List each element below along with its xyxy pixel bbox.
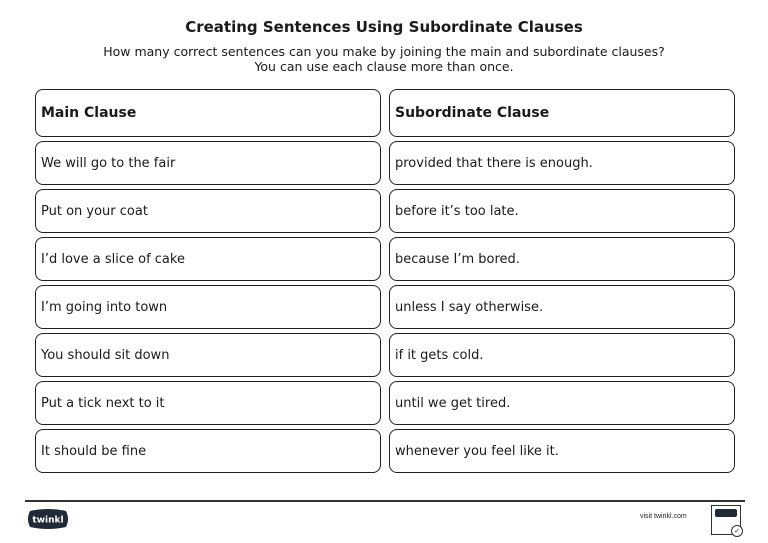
main-clause-cell: It should be fine: [35, 429, 381, 473]
clause-table: [35, 89, 735, 473]
twinkl-logo-icon: [26, 507, 70, 531]
main-clause-header: Main Clause: [35, 89, 381, 137]
subordinate-clause-cell: if it gets cold.: [389, 333, 735, 377]
badge-banner: [715, 509, 737, 517]
main-clause-cell: I’d love a slice of cake: [35, 237, 381, 281]
instructions: [0, 44, 768, 74]
subordinate-clause-cell: provided that there is enough.: [389, 141, 735, 185]
subordinate-clause-cell: because I’m bored.: [389, 237, 735, 281]
page-title: Creating Sentences Using Subordinate Clauses: [185, 18, 583, 36]
main-clause-cell: I’m going into town: [35, 285, 381, 329]
main-clause-cell: Put on your coat: [35, 189, 381, 233]
quality-badge-icon: [711, 505, 741, 535]
subordinate-clause-cell: before it’s too late.: [389, 189, 735, 233]
logo-text: twinkl: [32, 515, 64, 526]
instructions-line-1: How many correct sentences can you make by joining the main and subordinate clauses?: [103, 44, 665, 59]
subordinate-clause-header: Subordinate Clause: [389, 89, 735, 137]
main-clause-cell: You should sit down: [35, 333, 381, 377]
visit-link[interactable]: visit twinkl.com: [640, 513, 687, 520]
main-clause-cell: Put a tick next to it: [35, 381, 381, 425]
footer-divider: [25, 500, 745, 502]
checkmark-icon: ✓: [731, 525, 743, 537]
instructions-line-2: You can use each clause more than once.: [254, 59, 514, 74]
subordinate-clause-cell: until we get tired.: [389, 381, 735, 425]
main-clause-cell: We will go to the fair: [35, 141, 381, 185]
subordinate-clause-cell: unless I say otherwise.: [389, 285, 735, 329]
subordinate-clause-cell: whenever you feel like it.: [389, 429, 735, 473]
